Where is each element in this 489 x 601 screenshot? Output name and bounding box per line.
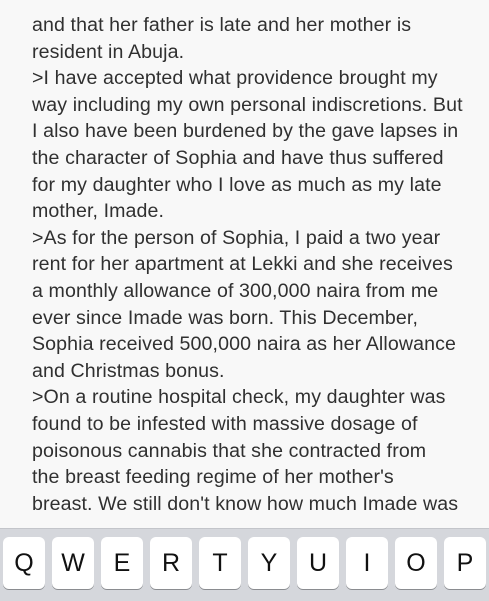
note-line: poisonous cannabis that she contracted from	[32, 439, 427, 462]
note-line: mother, Imade.	[32, 200, 165, 223]
note-line: ever since Imade was born. This December,	[32, 306, 418, 329]
key-o[interactable]: O	[395, 537, 437, 589]
key-q[interactable]: Q	[3, 537, 45, 589]
note-line: the breast feeding regime of her mother's	[32, 466, 394, 489]
note-line: rent for her apartment at Lekki and she receives	[32, 253, 453, 276]
key-i[interactable]: I	[346, 537, 388, 589]
note-line: breast. We still don't know how much Imade was	[32, 492, 459, 515]
key-t[interactable]: T	[199, 537, 241, 589]
note-line: Sophia received 500,000 naira as her Allowance	[32, 333, 456, 356]
note-line: and Christmas bonus.	[32, 359, 225, 382]
note-line: >As for the person of Sophia, I paid a two year	[32, 226, 441, 249]
keyboard-row-top	[3, 537, 486, 589]
key-p[interactable]: P	[444, 537, 486, 589]
key-w[interactable]: W	[52, 537, 94, 589]
key-y[interactable]: Y	[248, 537, 290, 589]
note-line: I also have been burdened by the gave lapses in	[32, 120, 459, 143]
onscreen-keyboard	[0, 528, 489, 601]
note-text-body[interactable]	[32, 12, 472, 517]
note-line: the character of Sophia and have thus suffered	[32, 146, 444, 169]
note-line: >On a routine hospital check, my daughter was	[32, 386, 446, 409]
key-r[interactable]: R	[150, 537, 192, 589]
note-line: a monthly allowance of 300,000 naira from me	[32, 279, 439, 302]
note-line: for my daughter who I love as much as my late	[32, 173, 442, 196]
note-line: resident in Abuja.	[32, 40, 185, 63]
note-line: and that her father is late and her mother is	[32, 14, 412, 36]
key-e[interactable]: E	[101, 537, 143, 589]
note-line: >I have accepted what providence brought my	[32, 67, 438, 90]
key-u[interactable]: U	[297, 537, 339, 589]
note-line: way including my own personal indiscretions. But	[32, 93, 463, 116]
note-line: found to be infested with massive dosage of	[32, 412, 418, 435]
